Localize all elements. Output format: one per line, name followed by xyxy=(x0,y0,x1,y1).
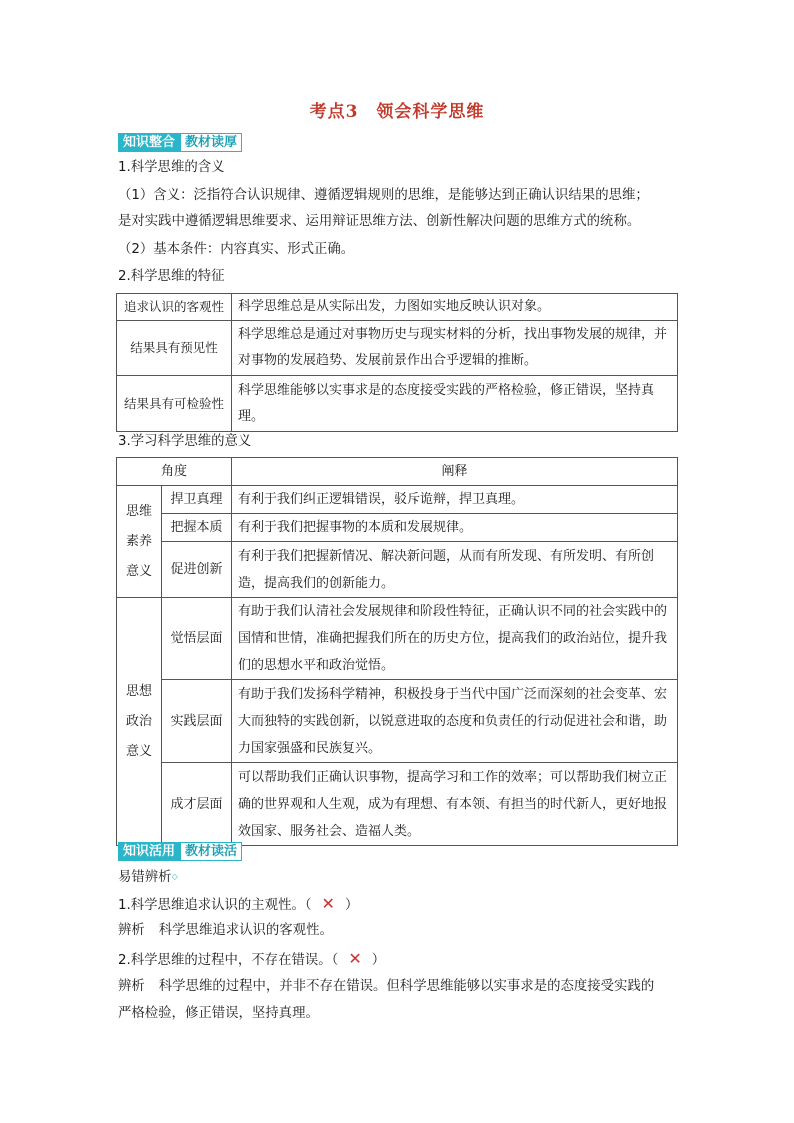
tag-sub: 教材读厚 xyxy=(180,133,242,152)
sub-angle: 捍卫真理 xyxy=(162,486,232,514)
error-heading xyxy=(118,867,678,888)
explain-cell: 可以帮助我们正确认识事物，提高学习和工作的效率；可以帮助我们树立正确的世界观和人生观，成为有理想、有本领、有担当的时代新人，更好地报效国家、服务社会、造福人类。 xyxy=(232,763,678,846)
meaning-line-3: （2）基本条件：内容真实、形式正确。 xyxy=(118,242,355,257)
diamond-icon: ◇ xyxy=(171,872,178,881)
tag-main: 知识活用 xyxy=(118,842,180,861)
question-2 xyxy=(118,949,678,971)
meaning-line-2: 是对实践中遵循逻辑思维要求、运用辩证思维方法、创新性解决问题的思维方式的统称。 xyxy=(118,214,641,229)
explain-cell: 有利于我们把握新情况、解决新问题，从而有所发现、有所发明、有所创造，提高我们的创新能力。 xyxy=(232,542,678,598)
answer-text: 科学思维的过程中，并非不存在错误。但科学思维能够以实事求是的态度接受实践的 xyxy=(158,979,655,994)
explain-cell: 有利于我们把握事物的本质和发展规律。 xyxy=(232,514,678,542)
feature-desc: 科学思维能够以实事求是的态度接受实践的严格检验，修正错误，坚持真理。 xyxy=(232,376,678,432)
features-table xyxy=(116,293,678,432)
heading-features: 2.科学思维的特征 xyxy=(118,269,225,284)
explain-cell: 有助于我们发扬科学精神，积极投身于当代中国广泛而深刻的社会变革、宏大而独特的实践创新，以锐意进取的态度和负责任的行动促进社会和谐，助力国家强盛和民族复兴。 xyxy=(232,680,678,763)
feature-key: 结果具有预见性 xyxy=(117,321,232,376)
question-close: ） xyxy=(344,898,359,913)
answer-1 xyxy=(118,921,678,941)
answer-2-cont: 严格检验，修正错误，坚持真理。 xyxy=(118,1006,319,1021)
feature-key: 追求认识的客观性 xyxy=(117,294,232,321)
sub-angle: 实践层面 xyxy=(162,680,232,763)
cross-mark-icon: ✕ xyxy=(321,894,335,913)
page-title: 考点3 领会科学思维 xyxy=(309,102,485,122)
tag-main: 知识整合 xyxy=(118,133,180,152)
answer-label: 辨析 xyxy=(118,979,145,994)
feature-key: 结果具有可检验性 xyxy=(117,376,232,432)
table-row xyxy=(117,763,678,846)
question-close: ） xyxy=(371,953,386,968)
meaning-line-1: （1）含义：泛指符合认识规律、遵循逻辑规则的思维，是能够达到正确认识结果的思维； xyxy=(118,188,649,203)
sub-angle: 成才层面 xyxy=(162,763,232,846)
sub-angle: 把握本质 xyxy=(162,514,232,542)
heading-significance: 3.学习科学思维的意义 xyxy=(118,434,252,449)
header-explain: 阐释 xyxy=(232,458,678,486)
sub-angle: 促进创新 xyxy=(162,542,232,598)
answer-text: 科学思维追求认识的客观性。 xyxy=(158,923,333,938)
header-angle: 角度 xyxy=(117,458,232,486)
table-row xyxy=(117,514,678,542)
feature-desc: 科学思维总是从实际出发，力图如实地反映认识对象。 xyxy=(232,294,678,321)
table-row xyxy=(117,294,678,321)
table-row xyxy=(117,542,678,598)
section-tag-knowledge-integration xyxy=(118,133,242,152)
error-heading-text: 易错辨析 xyxy=(118,870,172,885)
table-row xyxy=(117,486,678,514)
table-row xyxy=(117,598,678,680)
answer-label: 辨析 xyxy=(118,923,145,938)
table-row xyxy=(117,376,678,432)
table-row xyxy=(117,680,678,763)
feature-desc: 科学思维总是通过对事物历史与现实材料的分析，找出事物发展的规律，并对事物的发展趋势、发展前景作出合乎逻辑的推断。 xyxy=(232,321,678,376)
table-row xyxy=(117,321,678,376)
group-political: 思想政治意义 xyxy=(117,598,162,846)
section-tag-knowledge-application xyxy=(118,842,242,861)
significance-table xyxy=(116,457,678,846)
question-1 xyxy=(118,894,678,916)
heading-meaning: 1.科学思维的含义 xyxy=(118,160,225,175)
table-header-row xyxy=(117,458,678,486)
sub-angle: 觉悟层面 xyxy=(162,598,232,680)
tag-sub: 教材读活 xyxy=(180,842,242,861)
answer-2 xyxy=(118,977,678,997)
group-thinking-literacy: 思维素养意义 xyxy=(117,486,162,598)
cross-mark-icon: ✕ xyxy=(348,949,362,968)
question-text: 1.科学思维追求认识的主观性。（ xyxy=(118,898,312,913)
explain-cell: 有利于我们纠正逻辑错误，驳斥诡辩，捍卫真理。 xyxy=(232,486,678,514)
question-text: 2.科学思维的过程中，不存在错误。（ xyxy=(118,953,339,968)
explain-cell: 有助于我们认清社会发展规律和阶段性特征，正确认识不同的社会实践中的国情和世情，准确把握我们所在的历史方位，提高我们的政治站位，提升我们的思想水平和政治觉悟。 xyxy=(232,598,678,680)
